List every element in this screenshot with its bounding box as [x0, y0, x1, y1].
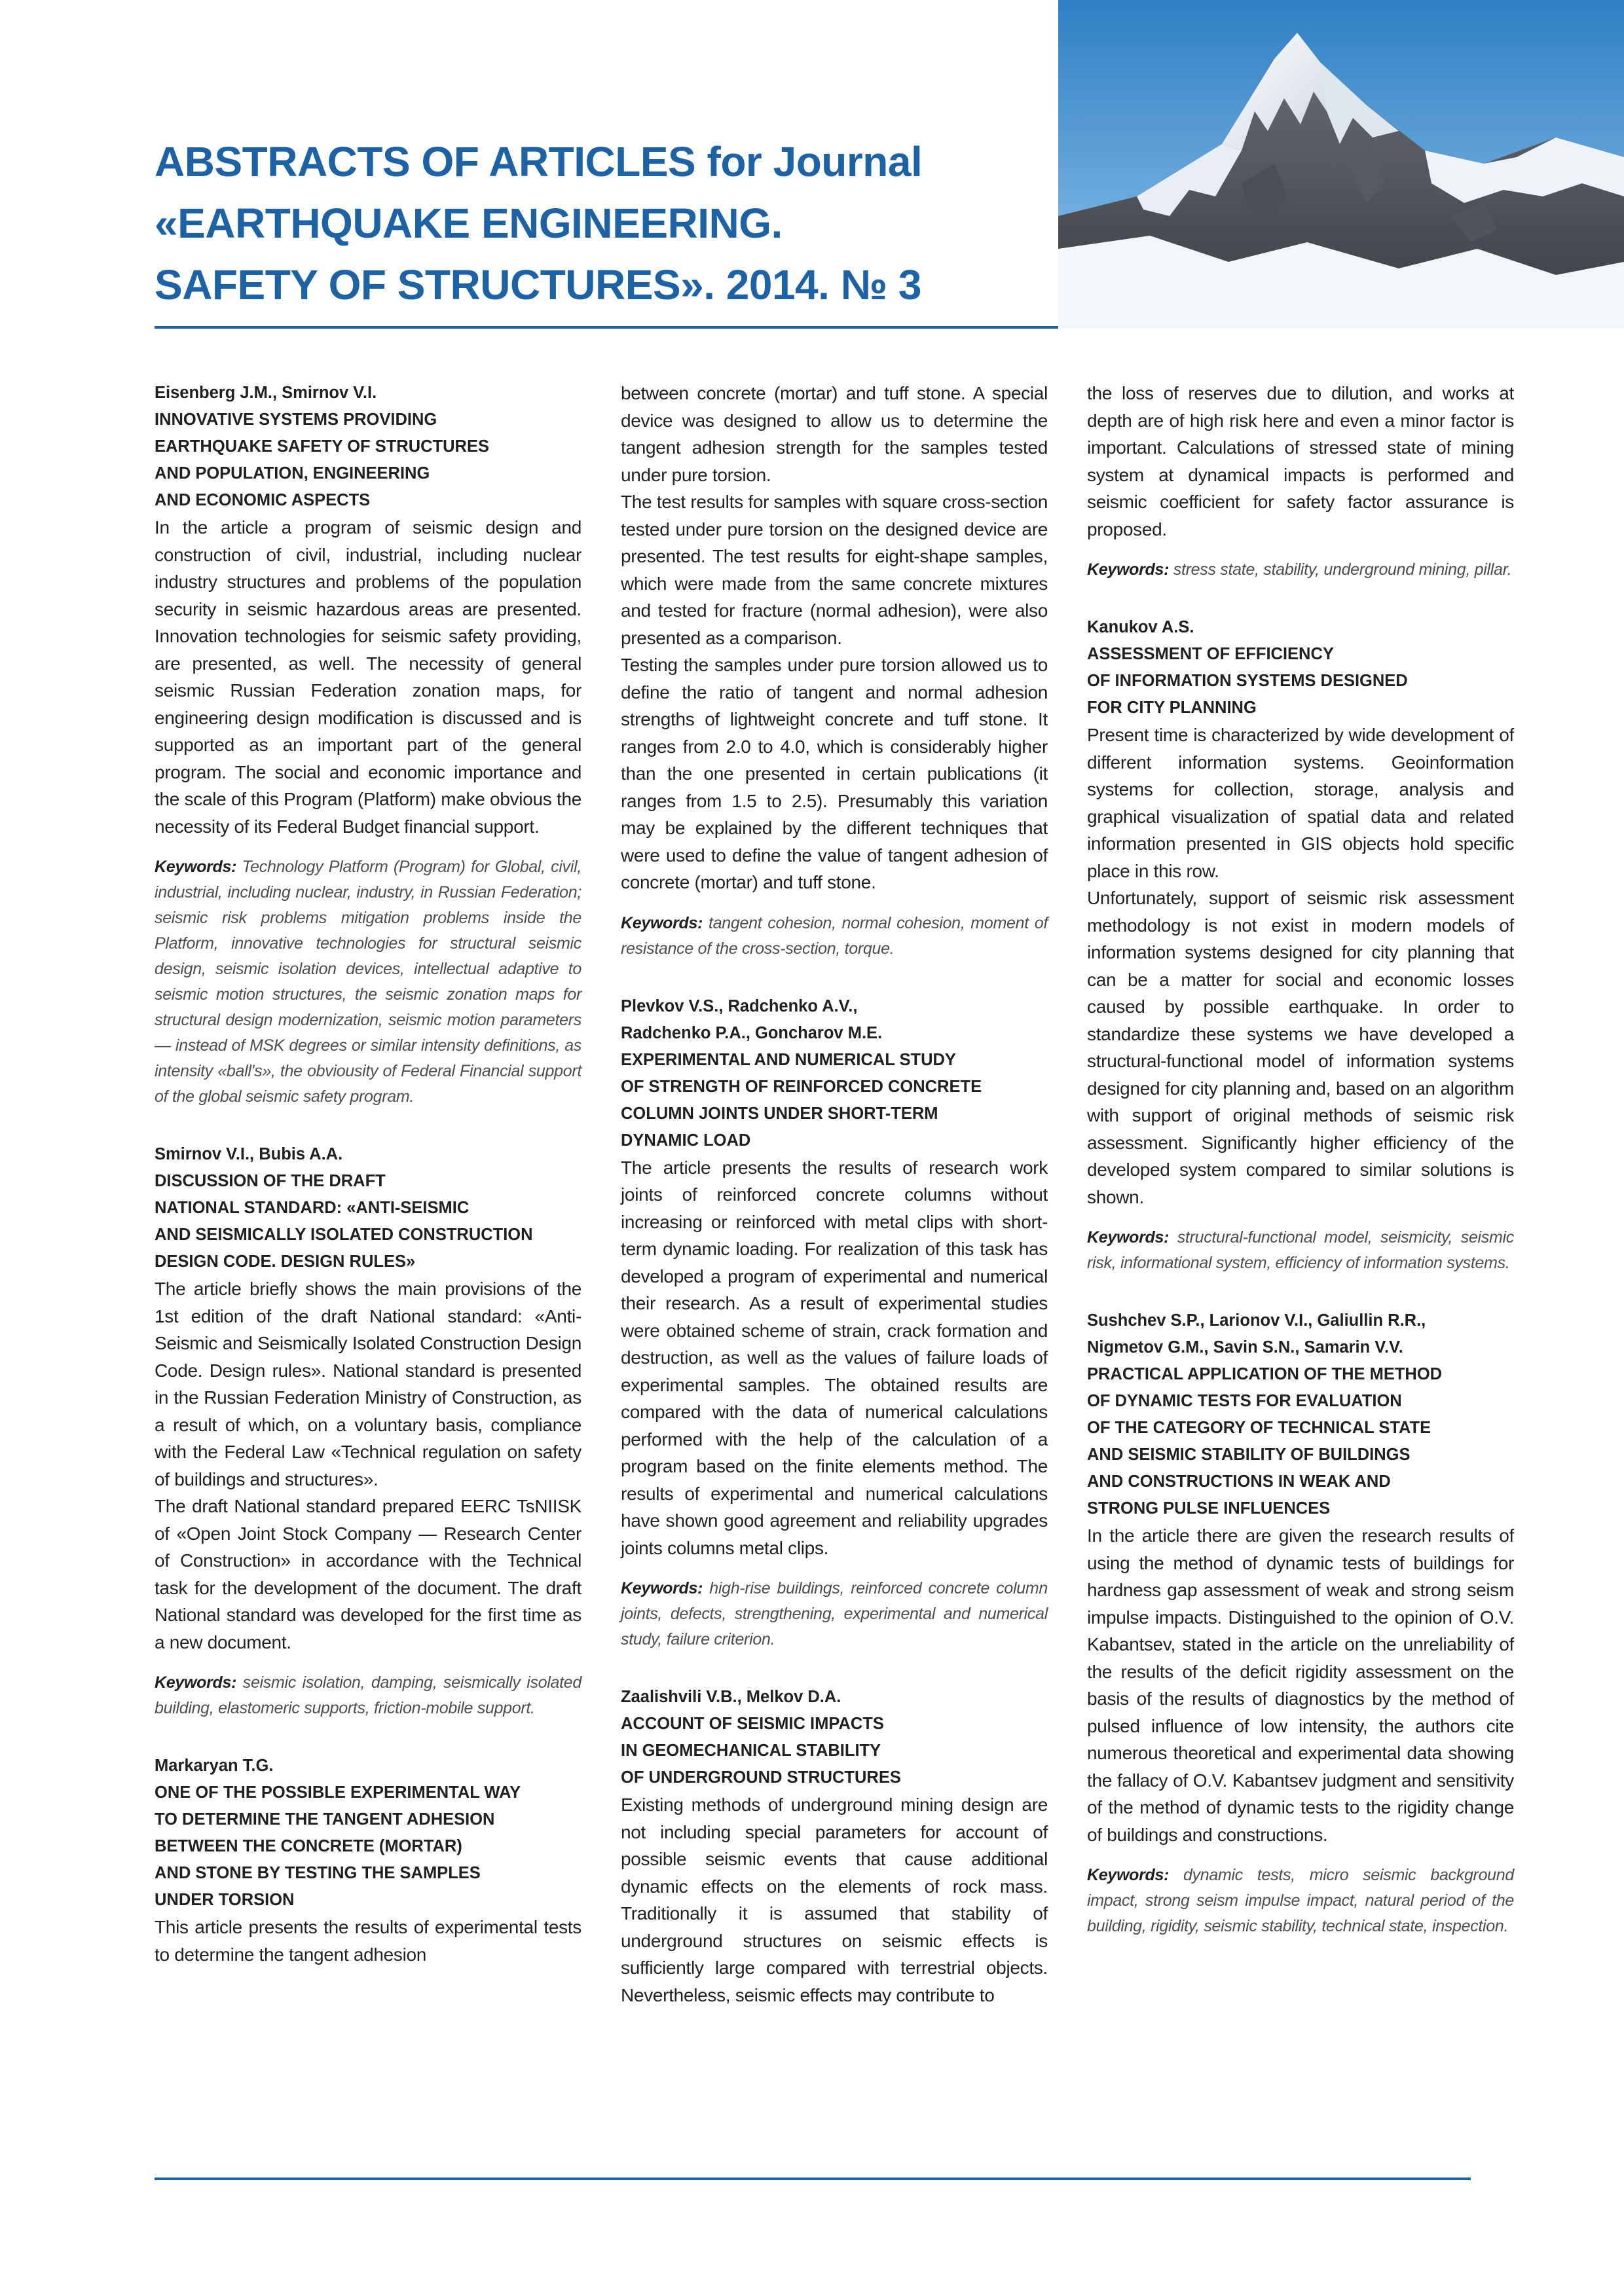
keywords-text: stress state, stability, underground mining, pillar.	[1173, 560, 1512, 579]
article-title-line: AND ECONOMIC ASPECTS	[155, 491, 371, 509]
article-abstract-text: the loss of reserves due to dilution, and works at depth are of high risk here and even a minor factor is important. Calculations of stressed state of mining system at dynamical impacts is performed and seismic coefficient for safety factor assurance is proposed.	[1087, 383, 1514, 539]
page-title	[155, 131, 1006, 316]
article-authors: Zaalishvili V.B., Melkov D.A.	[621, 1688, 841, 1706]
article-title-line: DESIGN CODE. DESIGN RULES»	[155, 1252, 416, 1271]
keywords-text: tangent cohesion, normal cohesion, moment of resistance of the cross-section, torque.	[621, 913, 1048, 958]
article-keywords	[1087, 1863, 1514, 1939]
keywords-label: Keywords:	[1087, 1228, 1170, 1247]
keywords-label: Keywords:	[621, 1579, 703, 1597]
keywords-text: structural-functional model, seismicity, seismic risk, informational system, efficiency of information systems.	[1087, 1228, 1514, 1272]
article-abstract-text: Present time is characterized by wide development of different information systems. Geoinformation systems for collection, storage, analysis and graphical visualization of spatial data and related information presented in GIS objects hold specific place in this row.	[1087, 725, 1514, 881]
article-title-line: DYNAMIC LOAD	[621, 1131, 751, 1150]
article-title-line: OF INFORMATION SYSTEMS DESIGNED	[1087, 672, 1408, 690]
article-authors: Smirnov V.I., Bubis A.A.	[155, 1145, 343, 1163]
article-keywords	[621, 1576, 1048, 1652]
keywords-label: Keywords:	[155, 1673, 237, 1692]
keywords-label: Keywords:	[155, 858, 237, 876]
article-abstract	[155, 1753, 581, 1968]
article-abstract	[621, 380, 1048, 962]
page-title-line: «EARTHQUAKE ENGINEERING.	[155, 200, 783, 247]
article-keywords	[155, 854, 581, 1110]
article-abstract	[1087, 614, 1514, 1276]
article-title-line: OF UNDERGROUND STRUCTURES	[621, 1768, 901, 1787]
article-abstract-text: The test results for samples with square cross-section tested under pure torsion on the designed device are presented. The test results for eight-shape samples, which were made from the same concrete mixtures and tested for fracture (normal adhesion), were also presented as a comparison.	[621, 492, 1048, 648]
article-title-line: ASSESSMENT OF EFFICIENCY	[1087, 645, 1334, 663]
article-title-line: IN GEOMECHANICAL STABILITY	[621, 1741, 881, 1760]
article-title-line: AND POPULATION, ENGINEERING	[155, 464, 430, 483]
article-authors: Plevkov V.S., Radchenko A.V.,	[621, 996, 858, 1015]
page-title-line: ABSTRACTS OF ARTICLES for Journal	[155, 138, 923, 185]
article-authors: Sushchev S.P., Larionov V.I., Galiullin R.R.,	[1087, 1311, 1426, 1330]
article-authors: Markaryan T.G.	[155, 1757, 274, 1775]
keywords-label: Keywords:	[621, 913, 703, 932]
article-title-line: ACCOUNT OF SEISMIC IMPACTS	[621, 1715, 884, 1733]
abstracts-column-2	[621, 380, 1048, 2040]
article-abstract-text: In the article there are given the research results of using the method of dynamic tests of buildings for hardness gap assessment of weak and strong seism impulse impacts. Distinguished to the opinion of O.V. Kabantsev, stated in the article on the unreliability of the results of the deficit rigidity assessment on the basis of the results of diagnostics by the method of pulsed influence of low intensity, the authors cite numerous theoretical and experimental data showing the fallacy of O.V. Kabantsev judgment and sensitivity of the method of dynamic tests to the rigidity change of buildings and constructions.	[1087, 1525, 1514, 1845]
footer-divider	[155, 2178, 1471, 2180]
article-keywords	[155, 1670, 581, 1721]
abstracts-column-1	[155, 380, 581, 1999]
article-keywords	[621, 911, 1048, 962]
article-title-line: AND CONSTRUCTIONS IN WEAK AND	[1087, 1472, 1391, 1491]
article-abstract-text: This article presents the results of experimental tests to determine the tangent adhesion	[155, 1917, 581, 1965]
article-authors: Nigmetov G.M., Savin S.N., Samarin V.V.	[1087, 1338, 1403, 1357]
article-abstract	[621, 993, 1048, 1653]
article-title-line: COLUMN JOINTS UNDER SHORT-TERM	[621, 1104, 938, 1123]
article-title-line: FOR CITY PLANNING	[1087, 699, 1257, 717]
keywords-text: Technology Platform (Program) for Global, civil, industrial, including nuclear, industry, in Russian Federation; seismic risk problems mitigation problems inside the Platform, innovative technologies for structural seismic design, seismic isolation devices, intellectual adaptive to seismic motion structures, the seismic zonation maps for structural design modernization, seismic motion parameters — instead of MSK degrees or similar intensity definitions, as intensity «ball's», the obviousity of Federal Financial support of the global seismic safety program.	[155, 858, 581, 1106]
article-abstract-text: In the article a program of seismic design and construction of civil, industrial, including nuclear industry structures and problems of the population security in seismic hazardous areas are presented. Innovation technologies for seismic safety providing, are presented, as well. The necessity of general seismic Russian Federation zonation maps, for engineering design modification is discussed and is supported as an important part of the general program. The social and economic importance and the scale of this Program (Platform) make obvious the necessity of its Federal Budget financial support.	[155, 517, 581, 837]
article-abstract	[1087, 380, 1514, 583]
article-abstract	[155, 380, 581, 1110]
page-title-line: SAFETY OF STRUCTURES». 2014. № 3	[155, 261, 921, 308]
article-title-line: BETWEEN THE CONCRETE (MORTAR)	[155, 1837, 462, 1855]
article-abstract-text: Existing methods of underground mining design are not including special parameters for account of possible seismic events that cause additional dynamic effects on the elements of rock mass. Traditionally it is assumed that stability of underground structures on seismic effects is sufficiently large compared with terrestrial objects. Nevertheless, seismic effects may contribute to	[621, 1795, 1048, 2005]
article-title-line: OF DYNAMIC TESTS FOR EVALUATION	[1087, 1392, 1402, 1410]
article-authors: Radchenko P.A., Goncharov M.E.	[621, 1023, 883, 1042]
article-abstract-text: The article presents the results of research work joints of reinforced concrete columns without increasing or reinforced with metal clips with short-term dynamic loading. For realization of this task has developed a program of experimental and numerical their research. As a result of experimental studies were obtained scheme of strain, crack formation and destruction, as well as the values of failure loads of experimental samples. The obtained results are compared with the data of numerical calculations performed with the help of the calculation of a program based on the finite elements method. The results of experimental and numerical calculations have shown good agreement and reliability upgrades joints columns metal clips.	[621, 1157, 1048, 1558]
article-abstract-text: The draft National standard prepared EERC TsNIISK of «Open Joint Stock Company — Research Center of Construction» in accordance with the Technical task for the development of the document. The draft National standard was developed for the first time as a new document.	[155, 1496, 581, 1652]
article-keywords	[1087, 557, 1514, 583]
keywords-label: Keywords:	[1087, 560, 1170, 579]
article-authors: Kanukov A.S.	[1087, 618, 1194, 636]
keywords-text: high-rise buildings, reinforced concrete column joints, defects, strengthening, experimental and numerical study, failure criterion.	[621, 1579, 1048, 1649]
article-title-line: AND STONE BY TESTING THE SAMPLES	[155, 1864, 481, 1882]
article-abstract-text: between concrete (mortar) and tuff stone. A special device was designed to allow us to determine the tangent adhesion strength for the samples tested under pure torsion.	[621, 383, 1048, 485]
article-keywords	[1087, 1225, 1514, 1276]
article-title-line: INNOVATIVE SYSTEMS PROVIDING	[155, 410, 437, 429]
article-title-line: OF STRENGTH OF REINFORCED CONCRETE	[621, 1077, 982, 1096]
keywords-text: seismic isolation, damping, seismically isolated building, elastomeric supports, friction-mobile support.	[155, 1673, 581, 1717]
article-title-line: AND SEISMICALLY ISOLATED CONSTRUCTION	[155, 1226, 533, 1244]
article-abstract	[621, 1684, 1048, 2009]
article-title-line: NATIONAL STANDARD: «ANTI-SEISMIC	[155, 1199, 470, 1217]
article-title-line: TO DETERMINE THE TANGENT ADHESION	[155, 1810, 495, 1829]
abstracts-column-3	[1087, 380, 1514, 1971]
article-abstract-text: Testing the samples under pure torsion allowed us to define the ratio of tangent and normal adhesion strengths of lightweight concrete and tuff stone. It ranges from 2.0 to 4.0, which is considerably higher than the one presented in certain publications (it ranges from 1.5 to 2.5). Presumably this variation may be explained by the different techniques that were used to define the value of tangent adhesion of concrete (mortar) and tuff stone.	[621, 655, 1048, 892]
article-title-line: PRACTICAL APPLICATION OF THE METHOD	[1087, 1365, 1443, 1383]
article-abstract	[155, 1141, 581, 1721]
article-title-line: DISCUSSION OF THE DRAFT	[155, 1172, 386, 1190]
article-abstract-text: Unfortunately, support of seismic risk assessment methodology is not exist in modern models of information systems designed for city planning that can be a matter for social and economic losses caused by possible earthquake. In order to standardize these systems we have developed a structural-functional model of information systems designed for city planning and, based on an algorithm with support of original methods of seismic risk assessment. Significantly higher efficiency of the developed system compared to similar solutions is shown.	[1087, 888, 1514, 1207]
article-abstract-text: The article briefly shows the main provisions of the 1st edition of the draft National standard: «Anti-Seismic and Seismically Isolated Construction Design Code. Design rules». National standard is presented in the Russian Federation Ministry of Construction, as a result of which, on a voluntary basis, compliance with the Federal Law «Technical regulation on safety of buildings and structures».	[155, 1279, 581, 1489]
keywords-text: dynamic tests, micro seismic background impact, strong seism impulse impact, natural period of the building, rigidity, seismic stability, technical state, inspection.	[1087, 1866, 1514, 1935]
article-title-line: EARTHQUAKE SAFETY OF STRUCTURES	[155, 437, 489, 456]
article-abstract	[1087, 1307, 1514, 1939]
article-title-line: STRONG PULSE INFLUENCES	[1087, 1499, 1331, 1518]
article-title-line: OF THE CATEGORY OF TECHNICAL STATE	[1087, 1419, 1431, 1437]
article-title-line: ONE OF THE POSSIBLE EXPERIMENTAL WAY	[155, 1783, 521, 1802]
keywords-label: Keywords:	[1087, 1866, 1170, 1884]
article-title-line: EXPERIMENTAL AND NUMERICAL STUDY	[621, 1050, 956, 1069]
article-title-line: UNDER TORSION	[155, 1891, 295, 1909]
article-authors: Eisenberg J.M., Smirnov V.I.	[155, 384, 377, 402]
mountain-photo	[1058, 0, 1624, 329]
article-title-line: AND SEISMIC STABILITY OF BUILDINGS	[1087, 1446, 1411, 1464]
title-divider	[155, 326, 1058, 329]
